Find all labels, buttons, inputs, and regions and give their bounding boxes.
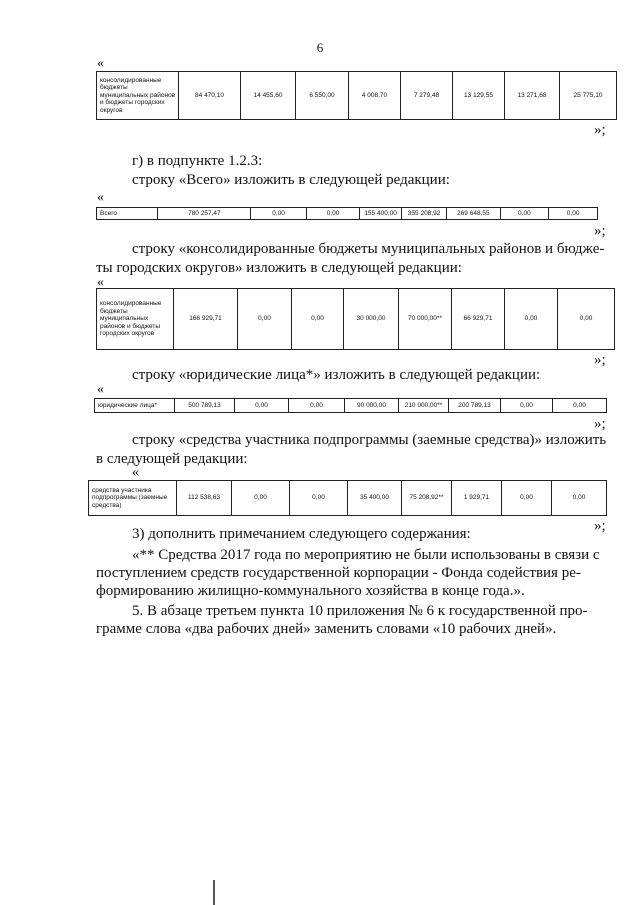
table-row <box>95 399 607 413</box>
cell-value: 269 648,55 <box>447 208 500 220</box>
cell-value: 66 929,71 <box>452 289 505 350</box>
row-label: консолидированные бюджеты муниципальных районов и бюджеты городских округов <box>97 72 179 120</box>
paragraph-row-vsego: строку «Всего» изложить в следующей редакции: <box>132 172 450 188</box>
table-consolidated-budgets-old <box>96 71 617 120</box>
paragraph-subpoint-g: г) в подпункте 1.2.3: <box>132 153 263 169</box>
cell-value: 0,00 <box>505 289 558 350</box>
cell-value: 84 470,10 <box>179 72 241 120</box>
paragraph-row-legal-entities: строку «юридические лица*» изложить в следующей редакции: <box>132 367 541 383</box>
cell-value: 1 929,71 <box>452 481 502 516</box>
cell-value: 0,00 <box>290 481 348 516</box>
row-label: Всего <box>97 208 158 220</box>
row-label: юридические лица* <box>95 399 175 413</box>
paragraph-row-participant-funds-line2: в следующей редакции: <box>96 451 248 467</box>
cell-value: 13 271,68 <box>505 72 560 120</box>
paragraph-point-5-line1: 5. В абзаце третьем пункта 10 приложения № 6 к государственной про- <box>132 603 588 619</box>
cell-value: 0,00 <box>292 289 344 350</box>
cell-value: 355 208,92 <box>401 208 446 220</box>
cell-value: 200 789,13 <box>449 399 501 413</box>
scan-edge-mark <box>213 880 215 905</box>
paragraph-row-consolidated-line2: ты городских округов» изложить в следующей редакции: <box>96 260 462 276</box>
cell-value: 0,00 <box>306 208 359 220</box>
cell-value: 0,00 <box>289 399 345 413</box>
open-quote: « <box>97 275 104 290</box>
cell-value: 0,00 <box>552 481 607 516</box>
close-quote: »; <box>594 518 606 534</box>
cell-value: 25 775,10 <box>560 72 617 120</box>
cell-value: 6 550,00 <box>296 72 349 120</box>
table-participant-funds <box>88 480 607 516</box>
row-label: средства участника подпрограммы (заемные средства) <box>89 481 177 516</box>
paragraph-row-participant-funds-line1: строку «средства участника подпрограммы (заемные средства)» изложить <box>132 432 607 448</box>
cell-value: 155 400,00 <box>360 208 402 220</box>
table-legal-entities <box>94 398 607 413</box>
cell-value: 35 400,00 <box>348 481 402 516</box>
paragraph-row-consolidated-line1: строку «консолидированные бюджеты муниципальных районов и бюдже- <box>132 241 605 257</box>
note-line-1: «** Средства 2017 года по мероприятию не были использованы в связи с <box>132 547 600 563</box>
cell-value: 7 279,48 <box>401 72 453 120</box>
cell-value: 0,00 <box>238 289 292 350</box>
open-quote: « <box>132 465 139 480</box>
cell-value: 0,00 <box>500 208 549 220</box>
open-quote: « <box>97 190 104 205</box>
cell-value: 0,00 <box>251 208 307 220</box>
cell-value: 0,00 <box>558 289 615 350</box>
close-quote: »; <box>594 416 606 432</box>
cell-value: 14 455,60 <box>241 72 296 120</box>
cell-value: 4 008,70 <box>349 72 401 120</box>
open-quote: « <box>97 382 104 397</box>
cell-value: 112 538,63 <box>177 481 232 516</box>
close-quote: »; <box>594 352 606 368</box>
cell-value: 0,00 <box>501 399 553 413</box>
cell-value: 0,00 <box>235 399 289 413</box>
cell-value: 210 000,00** <box>399 399 449 413</box>
paragraph-point-3: 3) дополнить примечанием следующего содержания: <box>132 526 471 542</box>
cell-value: 30 000,00 <box>344 289 399 350</box>
paragraph-point-5-line2: грамме слова «два рабочих дней» заменить словами «10 рабочих дней». <box>96 621 557 637</box>
cell-value: 0,00 <box>232 481 290 516</box>
row-label: консолидированные бюджеты муниципальных районов и бюджеты городских округов <box>97 289 174 350</box>
table-row <box>97 208 598 220</box>
cell-value: 90 000,00 <box>345 399 399 413</box>
cell-value: 166 929,71 <box>174 289 238 350</box>
table-vsego <box>96 207 598 220</box>
cell-value: 500 789,13 <box>175 399 235 413</box>
cell-value: 13 129,55 <box>453 72 505 120</box>
page-number: 6 <box>316 40 324 55</box>
open-quote: « <box>97 56 104 71</box>
cell-value: 0,00 <box>553 399 607 413</box>
table-consolidated-budgets <box>96 288 615 350</box>
table-row <box>97 289 615 350</box>
cell-value: 75 208,92** <box>402 481 452 516</box>
note-line-2: поступлением средств государственной корпорации - Фонда содействия ре- <box>96 565 581 581</box>
cell-value: 0,00 <box>502 481 552 516</box>
note-line-3: формированию жилищно-коммунального хозяйства в конце года.». <box>96 583 525 599</box>
close-quote: »; <box>594 122 606 138</box>
cell-value: 70 000,00** <box>399 289 452 350</box>
close-quote: »; <box>594 223 606 239</box>
table-row <box>89 481 607 516</box>
cell-value: 0,00 <box>549 208 598 220</box>
cell-value: 780 257,47 <box>158 208 251 220</box>
table-row <box>97 72 617 120</box>
